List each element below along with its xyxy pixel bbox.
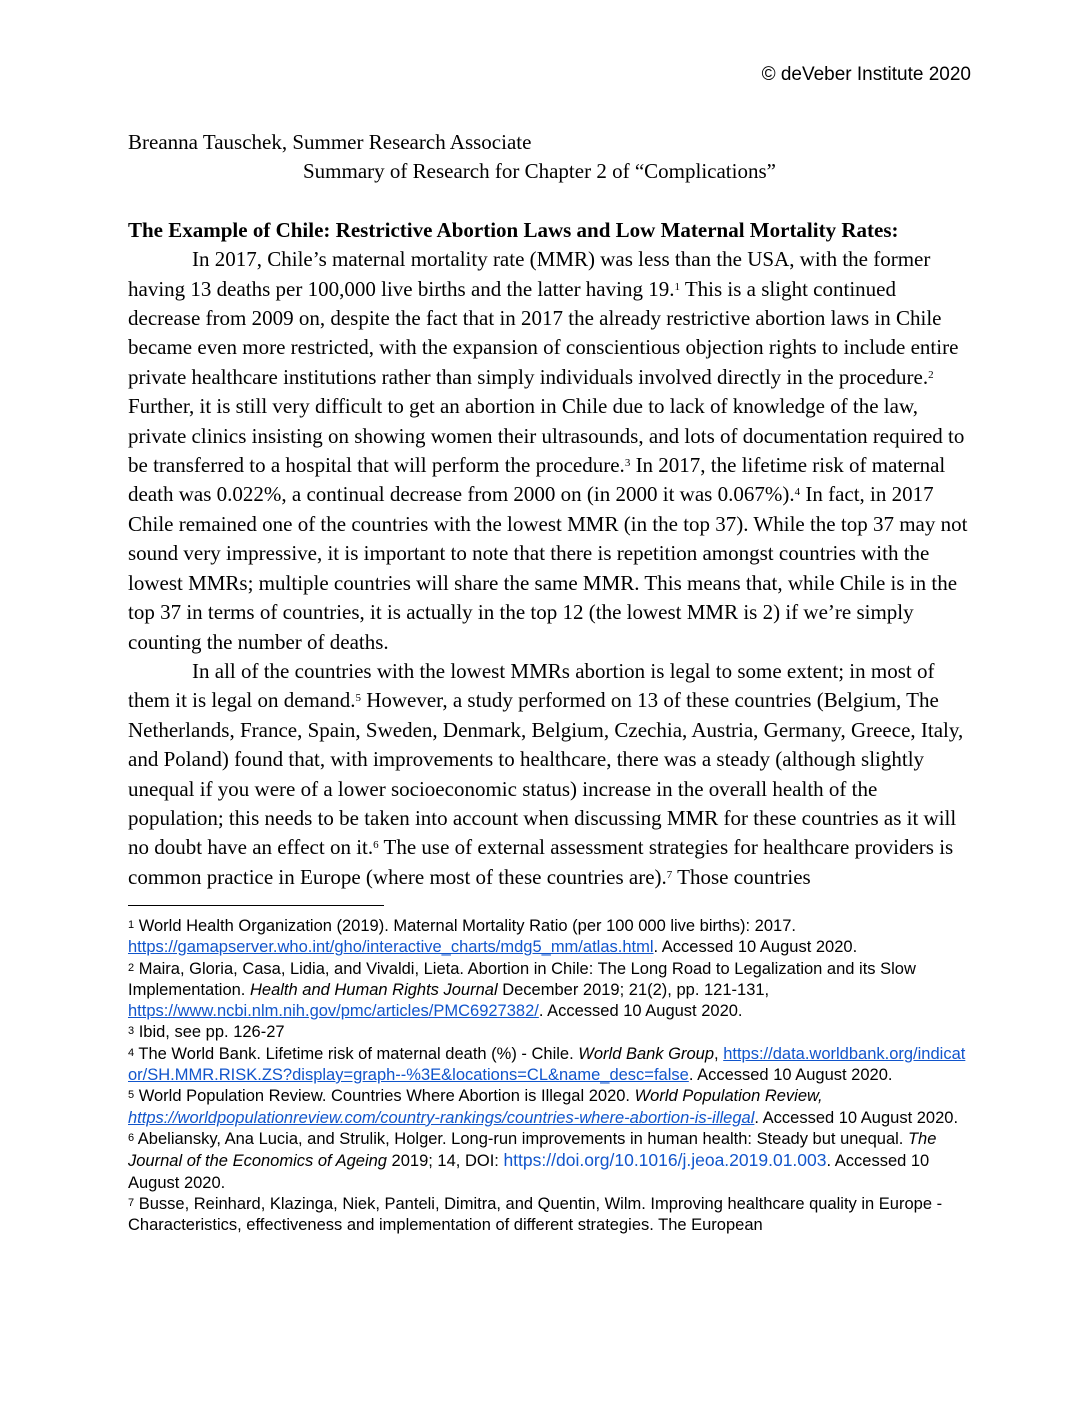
paragraph-text: Those countries — [672, 864, 811, 889]
footnote-text: . Accessed 10 August 2020. — [688, 1066, 893, 1085]
footnote-text: , — [714, 1044, 724, 1063]
footnote-separator — [128, 905, 384, 906]
paragraph-text: The use of external assessment strategies for healthcare providers is common practice in Europe (where most of these countries are). — [128, 835, 954, 889]
footnote-text: World Population Review. Countries Where Abortion is Illegal 2020. — [134, 1087, 635, 1106]
footnote-number: 4 — [128, 1046, 135, 1059]
paragraph-2 — [128, 657, 968, 892]
footnote-1 — [128, 916, 968, 959]
copyright-notice: © deVeber Institute 2020 — [761, 64, 971, 85]
paragraph-text: This is a slight continued decrease from 2009 on, despite the fact that in 2017 the already restrictive abortion laws in Chile became even more restricted, with the expansion of conscientious objection rights to include entire private healthcare institutions rather than simply individuals involved directly in the procedure. — [128, 276, 959, 389]
footnote-link[interactable]: https://doi.org/10.1016/j.jeoa.2019.01.003 — [503, 1150, 827, 1171]
journal-title: World Bank Group — [578, 1044, 715, 1063]
footnote-ref[interactable]: 4 — [794, 486, 801, 499]
footnote-text: Maira, Gloria, Casa, Lidia, and Vivaldi, Lieta. Abortion in Chile: The Long Road to Legalization and its Slow Implementation. — [128, 959, 916, 999]
document-subtitle: Summary of Research for Chapter 2 of “Complications” — [303, 159, 776, 184]
footnote-6 — [128, 1129, 968, 1194]
footnote-ref[interactable]: 7 — [666, 868, 673, 881]
footnote-ref[interactable]: 3 — [624, 457, 631, 470]
footnote-5 — [128, 1086, 968, 1129]
footnote-3 — [128, 1022, 968, 1043]
section-heading: The Example of Chile: Restrictive Abortion Laws and Low Maternal Mortality Rates: — [128, 217, 899, 242]
footnote-text: . Accessed 10 August 2020. — [754, 1108, 959, 1127]
footnote-number: 1 — [128, 919, 135, 931]
journal-title: Health and Human Rights Journal — [249, 980, 498, 999]
footnote-2 — [128, 959, 968, 1023]
footnote-link[interactable]: https://www.ncbi.nlm.nih.gov/pmc/articles/PMC6927382/ — [128, 1002, 539, 1021]
footnote-text: 2019; 14, DOI: — [386, 1152, 504, 1171]
document-body — [128, 128, 968, 892]
footnote-text: . Accessed 10 August 2020. — [128, 1152, 930, 1192]
footnote-text: Ibid, see pp. 126-27 — [134, 1023, 285, 1042]
footnote-text: The World Bank. Lifetime risk of maternal death (%) - Chile. — [134, 1044, 579, 1063]
footnote-text: . Accessed 10 August 2020. — [653, 938, 858, 957]
footnote-ref[interactable]: 1 — [674, 280, 680, 293]
paragraph-text: In 2017, the lifetime risk of maternal death was 0.022%, a continual decrease from 2000 on (in 2000 it was 0.067%). — [128, 453, 946, 507]
paragraph-text: Further, it is still very difficult to get an abortion in Chile due to lack of knowledge of the law, private clinics insisting on showing women their ultrasounds, and lots of documentation required to be transferred to a hospital that will perform the procedure. — [128, 394, 965, 478]
footnote-number: 7 — [128, 1196, 135, 1209]
footnote-text: December 2019; 21(2), pp. 121-131, — [497, 980, 770, 999]
footnote-number: 2 — [128, 961, 135, 974]
footnotes — [128, 916, 968, 1236]
footnote-ref[interactable]: 5 — [355, 692, 361, 705]
footnote-number: 3 — [128, 1025, 135, 1038]
author-line: Breanna Tauschek, Summer Research Associate — [128, 130, 532, 154]
footnote-number: 6 — [128, 1131, 135, 1144]
footnote-link[interactable]: https://worldpopulationreview.com/country-rankings/countries-where-abortion-is-illegal — [128, 1108, 755, 1127]
footnote-text: Abeliansky, Ana Lucia, and Strulik, Holger. Long-run improvements in human health: Steady but unequal. — [134, 1129, 908, 1148]
journal-title: The Journal of the Economics of Ageing — [128, 1129, 937, 1171]
footnote-text: World Health Organization (2019). Maternal Mortality Ratio (per 100 000 live births): 2017. — [134, 917, 796, 935]
paragraph-1 — [128, 245, 968, 657]
journal-title: World Population Review, — [634, 1087, 823, 1106]
footnote-link[interactable]: https://gamapserver.who.int/gho/interactive_charts/mdg5_mm/atlas.html — [128, 938, 654, 957]
paragraph-text: In 2017, Chile’s maternal mortality rate (MMR) was less than the USA, with the former having 13 deaths per 100,000 live births and the latter having 19. — [128, 247, 931, 301]
footnote-7 — [128, 1194, 968, 1237]
footnote-number: 5 — [128, 1089, 135, 1102]
footnote-4 — [128, 1044, 968, 1087]
footnote-ref[interactable]: 2 — [928, 368, 934, 381]
footnote-link[interactable]: https://data.worldbank.org/indicator/SH.MMR.RISK.ZS?display=graph--%3E&locations=CL&name_desc=false — [128, 1044, 966, 1085]
footnote-text: Busse, Reinhard, Klazinga, Niek, Panteli, Dimitra, and Quentin, Wilm. Improving healthcare quality in Europe - Characteristics, effectiveness and implementation of different strategies. The European — [128, 1194, 943, 1235]
footnote-ref[interactable]: 6 — [373, 839, 379, 852]
footnote-text: . Accessed 10 August 2020. — [538, 1002, 743, 1021]
paragraph-text: However, a study performed on 13 of these countries (Belgium, The Netherlands, France, Spain, Sweden, Denmark, Belgium, Czechia, Austria, Germany, Greece, Italy, and Poland) found that, with improvements to healthcare, there was a steady (although slightly unequal if you were of a lower socioeconomic status) increase in the overall health of the population; this needs to be taken into account when discussing MMR for these countries as it will no doubt have an effect on it. — [128, 688, 964, 860]
paragraph-text: In all of the countries with the lowest MMRs abortion is legal to some extent; in most of them it is legal on demand. — [128, 658, 935, 713]
paragraph-text: In fact, in 2017 Chile remained one of the countries with the lowest MMR (in the top 37). While the top 37 may not sound very impressive, it is important to note that there is repetition amongst countries with the lowest MMRs; multiple countries will share the same MMR. This means that, while Chile is in the top 37 in terms of countries, it is actually in the top 12 (the lowest MMR is 2) if we’re simply counting the number of deaths. — [128, 482, 968, 654]
